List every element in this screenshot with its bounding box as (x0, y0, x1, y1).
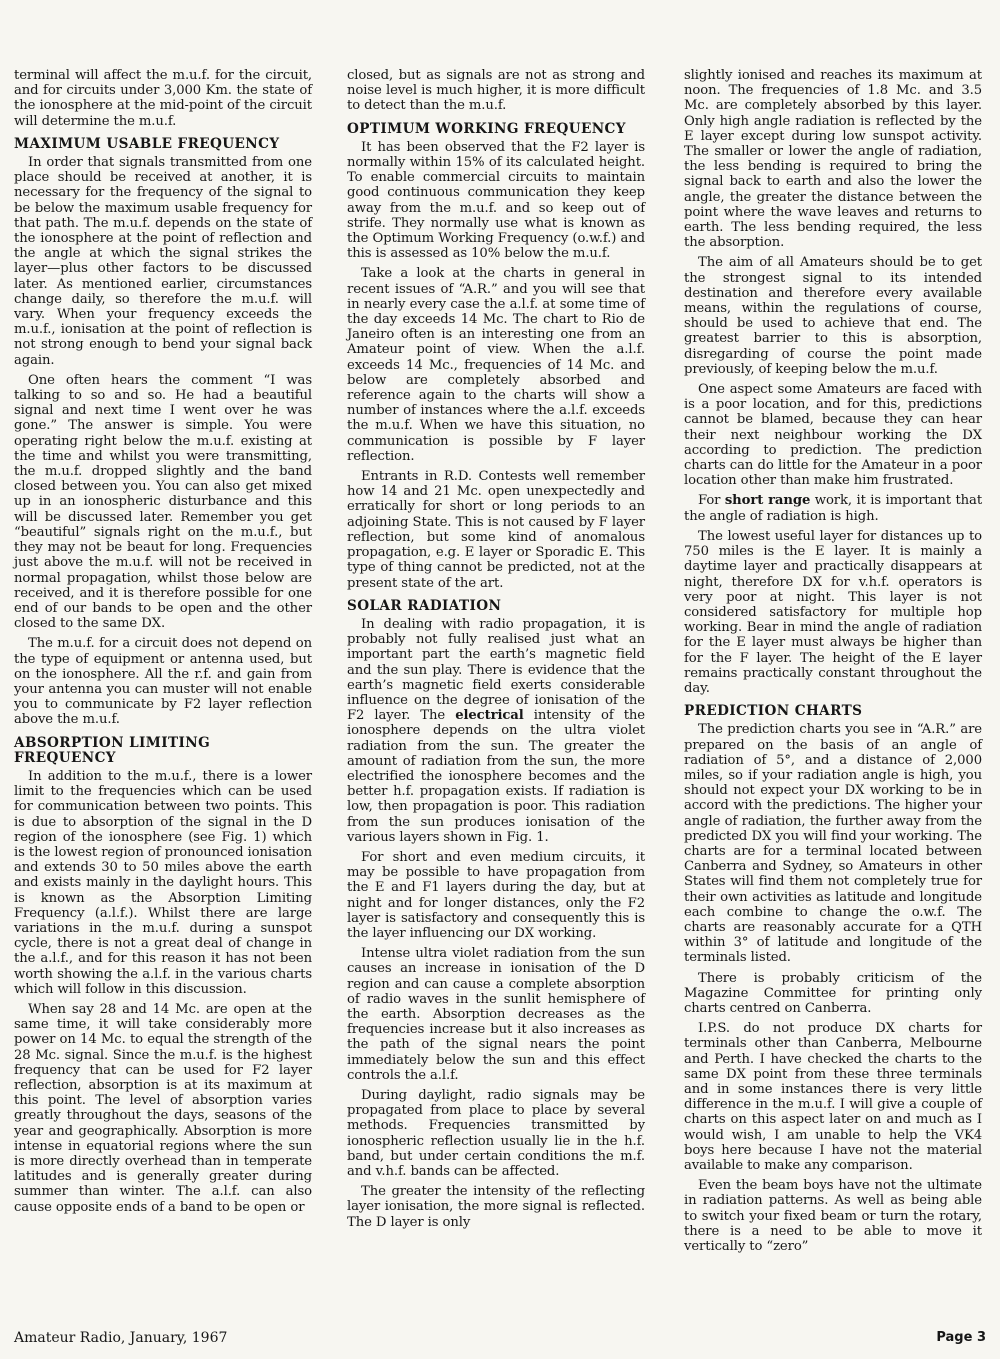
section-heading: OPTIMUM WORKING FREQUENCY (347, 120, 626, 137)
section-heading: SOLAR RADIATION (347, 597, 502, 614)
paragraph (347, 617, 645, 845)
paragraph: Entrants in R.D. Contests well remember how 14 and 21 Mc. open unexpectedly and erratically for short or long periods to an adjoining State. This is not caused by F layer reflection, but some kind of anomalous propagation, e.g. E layer or Sporadic E. This type of thing cannot be predicted, not at the present state of the art. (347, 469, 645, 591)
paragraph: There is probably criticism of the Magazine Committee for printing only charts centred on Canberra. (684, 970, 982, 1016)
paragraph: Intense ultra violet radiation from the sun causes an increase in ionisation of the D region and can cause a complete absorption of radio waves in the sunlit hemisphere of the earth. Absorption decreases as the frequencies increase but it also increases as the path of the signal nears the point immediately below the sun and this effect controls the a.l.f. (347, 946, 645, 1083)
paragraph: The prediction charts you see in “A.R.” are prepared on the basis of an angle of radiation of 5°, and a distance of 2,000 miles, so if your radiation angle is high, you should not expect your DX working to be in accord with the predictions. The higher your angle of radiation, the further away from the predicted DX you will find your working. The charts are for a terminal located between Canberra and Sydney, so Amateurs in other States will find them not completely true for their own activities as latitude and longitude each combine to change the o.w.f. The charts are reasonably accurate for a QTH within 3° of latitude and longitude of the terminals listed. (684, 722, 982, 966)
paragraph: The m.u.f. for a circuit does not depend on the type of equipment or antenna used, but on the ionosphere. All the r.f. and gain from your antenna you can muster will not enable you to communicate by F2 layer reflection above the m.u.f. (14, 636, 312, 728)
text-run: intensity of the ionosphere depends on the ultra violet radiation from the sun. The greater the amount of radiation from the sun, the more electrified the ionosphere becomes and the better h.f. propagation exists. If radiation is low, then propagation is poor. This radiation from the sun produces ionisation of the various layers shown in Fig. 1. (347, 708, 645, 845)
section-heading: PREDICTION CHARTS (684, 703, 863, 720)
paragraph: Even the beam boys have not the ultimate in radiation patterns. As well as being able to switch your fixed beam or turn the rotary, there is a need to be able to move it vertically to “zero” (684, 1178, 982, 1255)
bold-term: electrical (455, 708, 524, 724)
text-run: For (698, 493, 721, 509)
page-number: Page 3 (936, 1330, 986, 1345)
paragraph: For short and even medium circuits, it may be possible to have propagation from the E and F1 layers during the day, but at night and for longer distances, only the F2 layer is satisfactory and consequently this is the layer influencing our DX working. (347, 849, 645, 941)
paragraph (684, 493, 982, 523)
paragraph: During daylight, radio signals may be propagated from place to place by several methods. Frequencies transmitted by ionospheric reflection usually lie in the h.f. band, but under certain conditions the m.f. and v.h.f. bands can be affected. (347, 1088, 645, 1180)
paragraph: One aspect some Amateurs are faced with is a poor location, and for this, predictions cannot be blamed, because they can hear their next neighbour working the DX according to prediction. The prediction charts can do little for the Amateur in a poor location other than make him frustrated. (684, 382, 982, 489)
paragraph: closed, but as signals are not as strong and noise level is much higher, it is more difficult to detect than the m.u.f. (347, 68, 645, 114)
column-1 (14, 68, 312, 1220)
column-3 (684, 68, 982, 1259)
bold-term: short range (724, 493, 811, 509)
paragraph: The lowest useful layer for distances up to 750 miles is the E layer. It is mainly a daytime layer and practically disappears at night, therefore DX for v.h.f. operators is very poor at night. This layer is not considered satisfactory for multiple hop working. Bear in mind the angle of radiation for the E layer must always be higher than for the F layer. The height of the E layer remains practically constant throughout the day. (684, 528, 982, 696)
section-heading: ABSORPTION LIMITING FREQUENCY (14, 734, 211, 766)
paragraph: slightly ionised and reaches its maximum at noon. The frequencies of 1.8 Mc. and 3.5 Mc. are completely absorbed by this layer. Only high angle radiation is reflected by the E layer except during low sunspot activity. The smaller or lower the angle of radiation, the less bending is required to bring the signal back to earth and also the lower the angle, the greater the distance between the point where the wave leaves and returns to earth. The less bending required, the less the absorption. (684, 68, 982, 251)
section-heading: MAXIMUM USABLE FREQUENCY (14, 135, 280, 152)
paragraph: The greater the intensity of the reflecting layer ionisation, the more signal is reflected. The D layer is only (347, 1184, 645, 1230)
paragraph: It has been observed that the F2 layer is normally within 15% of its calculated height. To enable commercial circuits to maintain good continuous communication they keep away from the m.u.f. and so keep out of strife. They normally use what is known as the Optimum Working Frequency (o.w.f.) and this is assessed as 10% below the m.u.f. (347, 139, 645, 262)
paragraph: I.P.S. do not produce DX charts for terminals other than Canberra, Melbourne and Perth. I have checked the charts to the same DX point from these three terminals and in some instances there is very little difference in the m.u.f. I will give a couple of charts on this aspect later on and much as I would wish, I am unable to help the VK4 boys here because I have not the material available to make any comparison. (684, 1021, 982, 1174)
publication-info: Amateur Radio, January, 1967 (14, 1330, 228, 1346)
text-run: In dealing with radio propagation, it is probably not fully realised just what an important part the earth’s magnetic field and the sun play. There is evidence that the earth’s magnetic field exerts considerable influence on the degree of ionisation of the F2 layer. The (347, 616, 645, 724)
column-2 (347, 68, 645, 1235)
paragraph: One often hears the comment “I was talking to so and so. He had a beautiful signal and next time I went over he was gone.” The answer is simple. You were operating right below the m.u.f. existing at the time and whilst you were transmitting, the m.u.f. dropped slightly and the band closed between you. You can also get mixed up in an ionospheric disturbance and this will be discussed later. Remember you get “beautiful” signals right on the m.u.f., but they may not be beaut for long. Frequencies just above the m.u.f. will not be received in normal propagation, whilst those below are received, and it is therefore possible for one end of our bands to be open and the other closed to the same DX. (14, 372, 312, 632)
paragraph: When say 28 and 14 Mc. are open at the same time, it will take considerably more power on 14 Mc. to equal the strength of the 28 Mc. signal. Since the m.u.f. is the highest frequency that can be used for F2 layer reflection, absorption is at its maximum at this point. The level of absorption varies greatly throughout the days, seasons of the year and geographically. Absorption is more intense in equatorial regions where the sun is more directly overhead than in temperate latitudes and is generally greater during summer than winter. The a.l.f. can also cause opposite ends of a band to be open or (14, 1001, 312, 1215)
paragraph: terminal will affect the m.u.f. for the circuit, and for circuits under 3,000 Km. the state of the ionosphere at the mid-point of the circuit will determine the m.u.f. (14, 68, 312, 129)
paragraph: In order that signals transmitted from one place should be received at another, it is necessary for the frequency of the signal to be below the maximum usable frequency for that path. The m.u.f. depends on the state of the ionosphere at the point of reflection and the angle at which the signal strikes the layer—plus other factors to be discussed later. As mentioned earlier, circumstances change daily, so therefore the m.u.f. will vary. When your frequency exceeds the m.u.f., ionisation at the point of reflection is not strong enough to bend your signal back again. (14, 155, 312, 368)
paragraph: Take a look at the charts in general in recent issues of “A.R.” and you will see that in nearly every case the a.l.f. at some time of the day exceeds 14 Mc. The chart to Rio de Janeiro often is an interesting one from an Amateur point of view. When the a.l.f. exceeds 14 Mc., frequencies of 14 Mc. and below are completely absorbed and reference again to the charts will show a number of instances where the a.l.f. exceeds the m.u.f. When we have this situation, no communication is possible by F layer reflection. (347, 266, 645, 464)
paragraph: The aim of all Amateurs should be to get the strongest signal to its intended destination and therefore every available means, within the regulations of course, should be used to achieve that end. The greatest barrier to this is absorption, disregarding of course the point made previously, of keeping below the m.u.f. (684, 255, 982, 377)
text-run: work, it is important that the angle of radiation is high. (684, 493, 983, 524)
paragraph: In addition to the m.u.f., there is a lower limit to the frequencies which can be used for communication between two points. This is due to absorption of the signal in the D region of the ionosphere (see Fig. 1) which is the lowest region of pronounced ionisation and extends 30 to 50 miles above the earth and exists mainly in the daylight hours. This is known as the Absorption Limiting Frequency (a.l.f.). Whilst there are large variations in the m.u.f. during a sunspot cycle, there is not a great deal of change in the a.l.f., and for this reason it has not been worth showing the a.l.f. in the various charts which will follow in this discussion. (14, 768, 312, 997)
